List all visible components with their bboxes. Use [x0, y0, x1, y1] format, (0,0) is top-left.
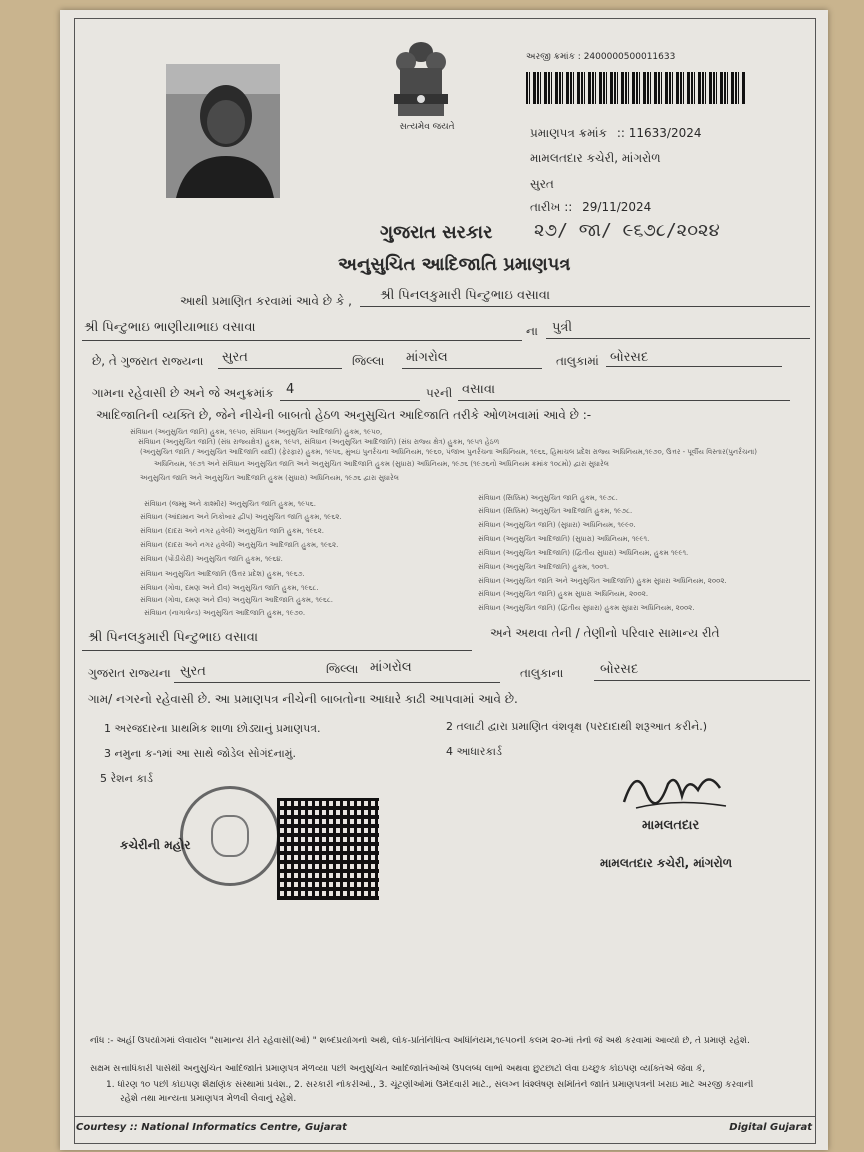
relation-value: પુત્રી: [552, 320, 573, 335]
act-line: અધિનિયમ, ૧૯૭૧ અને સંવિધાન અનુસુચિત જાતિ અને અનુસુચિત આદિજાતિ હુકમ (સુધારા) અધિનિયમ, ૧૯૭૬ (૧૯૭૬નો અધિનિયમ ક્રમાંક ૧૦૮મો) દ્વારા સુધારેલ: [154, 460, 609, 468]
footer: [74, 1116, 816, 1143]
document-item: 2 તલાટી દ્વારા પ્રમાણિત વંશવૃક્ષ (પરદાદાથી શરૂઆત કરીને.): [446, 720, 708, 733]
act-right: સંવિધાન (અનુસુચિત આદિજાતિ) (સુધારા) અધિનિયમ, ૧૯૯૧.: [478, 535, 650, 543]
underline: [174, 682, 500, 683]
residence-state-prefix: ગુજરાત રાજ્યના: [88, 666, 171, 680]
certificate-number: :: 11633/2024: [616, 126, 702, 140]
government-title: ગુજરાત સરકાર: [380, 222, 493, 243]
basis-text: ગામ/ નગરનો રહેવાસી છે. આ પ્રમાણપત્ર નીચેની બાબતોના આધારે કાઢી આપવામાં આવે છે.: [88, 692, 518, 706]
act-left: સંવિધાન (દાદરા અને નગર હવેલી) અનુસુચિત જાતિ હુકમ, ૧૯૬૨.: [140, 527, 324, 535]
act-line: અનુસુચિત જાતિ અને અનુસુચિત આદિજાતિ હુકમ (સુધારા) અધિનિયમ, ૧૯૭૬ દ્વારા સુધારેલ: [140, 474, 399, 482]
certify-prefix: આથી પ્રમાણિત કરવામાં આવે છે કે ,: [180, 294, 352, 308]
note-4: રહેશે તથા માન્યતા પ્રમાણપત્ર મેળવી લેવાનું રહેશે.: [120, 1094, 297, 1104]
issue-date-row: [530, 200, 651, 215]
issuing-city: સુરત: [530, 177, 554, 191]
issuing-office: મામલતદાર કચેરી, માંગરોળ: [530, 151, 661, 165]
state-prefix: છે, તે ગુજરાત રાજ્યના: [92, 354, 204, 368]
tribe-intro: આદિજાતિની વ્યક્તિ છે, જેને નીચેની બાબતો હેઠળ અનુસુચિત આદિજાતિ તરીકે ઓળખવામાં આવે છે :-: [96, 408, 592, 422]
act-left: સંવિધાન અનુસુચિત આદિજાતિ (ઉત્તર પ્રદેશ) હુકમ, ૧૯૬૭.: [140, 570, 305, 578]
note-3: 1. ધોરણ ૧૦ પછી કોઇપણ શૈક્ષણિક સંસ્થામાં પ્રવેશ., 2. સરકારી નોકરીઓ., 3. ચૂંટણીઓમાં ઉમેદવારી માટે., સંલગ્ન વિશ્લેષણ સમિતિને જાતિ પ્રમાણપત્રની ખરાઇ માટે અરજી કરવાની: [106, 1080, 754, 1090]
certificate-page: [60, 10, 828, 1150]
family-text: અને અથવા તેની / તેણીનો પરિવાર સામાન્ય રીતે: [490, 626, 720, 640]
district-label: જિલ્લા: [352, 354, 385, 368]
barcode: [526, 72, 746, 104]
underline: [218, 368, 342, 369]
national-emblem-icon: [386, 40, 456, 132]
act-left: સંવિધાન (ગોવા, દમણ અને દીવ) અનુસુચિત આદિજાતિ હુકમ, ૧૯૬૮.: [140, 596, 334, 604]
document-item: 5 રેશન કાર્ડ: [100, 772, 153, 785]
act-right: સંવિધાન (અનુસુચિત આદિજાતિ) (દ્વિતીય સુધારા) અધિનિયમ, હુકમ ૧૯૯૧.: [478, 549, 689, 557]
village-value: બોરસદ: [610, 350, 649, 365]
footer-courtesy: Courtesy :: National Informatics Centre, Gujarat: [76, 1122, 347, 1133]
certificate-number-row: [530, 126, 702, 141]
holder-name: શ્રી પિનલકુમારી પિન્ટુભાઇ વસાવા: [380, 288, 551, 303]
signature-icon: [616, 762, 736, 822]
act-right: સંવિધાન (અનુસુચિત જાતિ અને અનુસુચિત આદિજાતિ) હુકમ સુધારા અધિનિયમ, ૨૦૦૨.: [478, 577, 727, 585]
holder-name-repeat: શ્રી પિનલકુમારી પિન્ટુભાઇ વસાવા: [88, 630, 259, 645]
underline: [280, 400, 420, 401]
emblem-motto: સત્યમેવ જયતે: [399, 122, 455, 132]
act-right: સંવિધાન (અનુસુચિત જાતિ) (દ્વિતીય સુધારા) હુકમ સુધારા અધિનિયમ, ૨૦૦૨.: [478, 604, 695, 612]
residence-taluka-label: તાલુકાના: [520, 666, 564, 680]
certificate-number-label: પ્રમાણપત્ર ક્રમાંક: [530, 126, 608, 140]
act-right: સંવિધાન (સિક્કિમ) અનુસુચિત જાતિ હુકમ, ૧૯૭૮.: [478, 494, 618, 502]
tribe-value: વસાવા: [462, 382, 496, 397]
act-right: સંવિધાન (અનુસુચિત જાતિ) હુકમ સુધારા અધિનિયમ, ૨૦૦૨.: [478, 590, 649, 598]
act-left: સંવિધાન (પોંડીચેરી) અનુસુચિત જાતિ હુકમ, ૧૯૬૪.: [140, 555, 283, 563]
residence-village-value: બોરસદ: [600, 662, 639, 677]
residence-taluka-value: માંગરોલ: [370, 660, 412, 675]
act-left: સંવિધાન (આંદામાન અને નિકોબાર દ્વીપ) અનુસુચિત જાતિ હુકમ, ૧૯૬૨.: [140, 513, 342, 521]
serial-number: 4: [286, 382, 295, 397]
act-left: સંવિધાન (દાદરા અને નગર હવેલી) અનુસુચિત આદિજાતિ હુકમ, ૧૯૬૨.: [140, 541, 339, 549]
underline: [82, 650, 472, 651]
underline: [402, 368, 542, 369]
certificate-title: અનુસુચિત આદિજાતિ પ્રમાણપત્ર: [338, 254, 571, 275]
relation-label: ના: [526, 324, 538, 338]
note-1: નોંધ :- અહીં ઉપયોગમાં લેવાયેલ "સામાન્ય રીતે રહેવાસી(ઓ) " શબ્દપ્રયોગનો અર્થ, લોક-પ્રતિનિધિત્વ અધિનિયમ,૧૯૫૦ની કલમ ૨૦-માં તેનો જે અર્થ કરવામાં આવ્યો છે, તે પ્રમાણે રહેશે.: [90, 1036, 750, 1046]
document-item: 4 આધારકાર્ડ: [446, 745, 502, 758]
act-line: સંવિધાન (અનુસુચિત જાતિ) (સંઘ રાજ્યક્ષેત્ર) હુકમ, ૧૯૫૧, સંવિધાન (અનુસુચિત આદિજાતિ) (સંઘ રાજ્ય ક્ષેત્ર) હુકમ, ૧૯૫૧ હેઠળ: [138, 438, 500, 446]
act-line: સંવિધાન (અનુસુચિત જાતિ) હુકમ, ૧૯૫૦, સંવિધાન (અનુસુચિત આદિજાતિ) હુકમ, ૧૯૫૦,: [130, 428, 383, 436]
qr-code: [277, 798, 379, 900]
residence-district-value: સુરત: [180, 664, 206, 679]
application-number: અરજી ક્રમાંક : 2400000500011633: [526, 52, 676, 62]
handwritten-reference: ૨૭/ જા/ ૯૬૭૮/૨૦૨૪: [534, 220, 720, 241]
act-left: સંવિધાન (જમ્મુ અને કાશ્મીર) અનુસુચિત જાતિ હુકમ, ૧૯૫૬.: [144, 500, 316, 508]
underline: [82, 340, 522, 341]
act-left: સંવિધાન (ગોવા, દમણ અને દીવ) અનુસુચિત જાતિ હુકમ, ૧૯૬૮.: [140, 584, 319, 592]
underline: [594, 680, 810, 681]
issue-date: 29/11/2024: [582, 200, 652, 214]
document-item: 1 અરજદારના પ્રાથમિક શાળા છોડ્યાનું પ્રમાણપત્ર.: [104, 722, 321, 735]
father-name: શ્રી પિન્ટુભાઇ ભાણીયાભાઇ વસાવા: [84, 320, 256, 335]
act-line: (અનુસુચિત જાતિ / અનુસુચિત આદિજાતિ યાદી) (ફેરફાર) હુકમ, ૧૯૫૬, મુંબઇ પુનર્રચના અધિનિયમ, ૧૯૬૦, પંજાબ પુનર્રચના અધિનિયમ, ૧૯૬૬, હિમાચલ પ્રદેશ રાજ્ય અધિનિયમ,૧૯૭૦, ઉત્તર - પૂર્વીય વિસ્તાર(પુનર્રચના): [140, 448, 758, 456]
underline: [360, 306, 810, 307]
tribe-label: પરની: [426, 386, 453, 400]
act-right: સંવિધાન (સિક્કિમ) અનુસુચિત આદિજાતિ હુકમ, ૧૯૭૮.: [478, 507, 633, 515]
underline: [546, 338, 810, 339]
taluka-label: તાલુકામાં: [556, 354, 599, 368]
act-left: સંવિધાન (નાગાલેન્ડ) અનુસુચિત આદિજાતિ હુકમ, ૧૯૭૦.: [144, 609, 306, 617]
signatory-office: મામલતદાર કચેરી, માંગરોળ: [600, 856, 733, 870]
underline: [606, 366, 782, 367]
office-seal-label: કચેરીની મહોર: [120, 838, 191, 852]
document-item: 3 નમુના ક-૧માં આ સાથે જોડેલ સોગંદનામું.: [104, 747, 296, 760]
issue-date-label: તારીખ ::: [530, 200, 573, 214]
applicant-photo: [166, 64, 280, 198]
district-value: સુરત: [222, 350, 248, 365]
serial-prefix: ગામના રહેવાસી છે અને જે અનુક્રમાંક: [92, 386, 274, 400]
residence-district-label: જિલ્લા: [326, 662, 359, 676]
office-stamp-icon: [180, 786, 280, 886]
act-right: સંવિધાન (અનુસુચિત આદિજાતિ) હુકમ, ૧૦૦૧.: [478, 563, 610, 571]
underline: [458, 400, 790, 401]
taluka-value: માંગરોલ: [406, 350, 448, 365]
act-right: સંવિધાન (અનુસુચિત જાતિ) (સુધારા) અધિનિયમ, ૧૯૯૦.: [478, 521, 636, 529]
footer-brand: Digital Gujarat: [729, 1122, 812, 1133]
note-2: સક્ષમ સત્તાધિકારી પાસેથી અનુસુચિત આદિજાતિ પ્રમાણપત્ર મેળવ્યા પછી અનુસુચિત આદિજાતિઓએ ઉપલબ્ધ લાભો અથવા છુટછાટો લેવા ઇચ્છુક કોઇપણ વ્યક્તિએ જેવા કે,: [90, 1064, 706, 1074]
signatory-title: મામલતદાર: [642, 818, 700, 833]
